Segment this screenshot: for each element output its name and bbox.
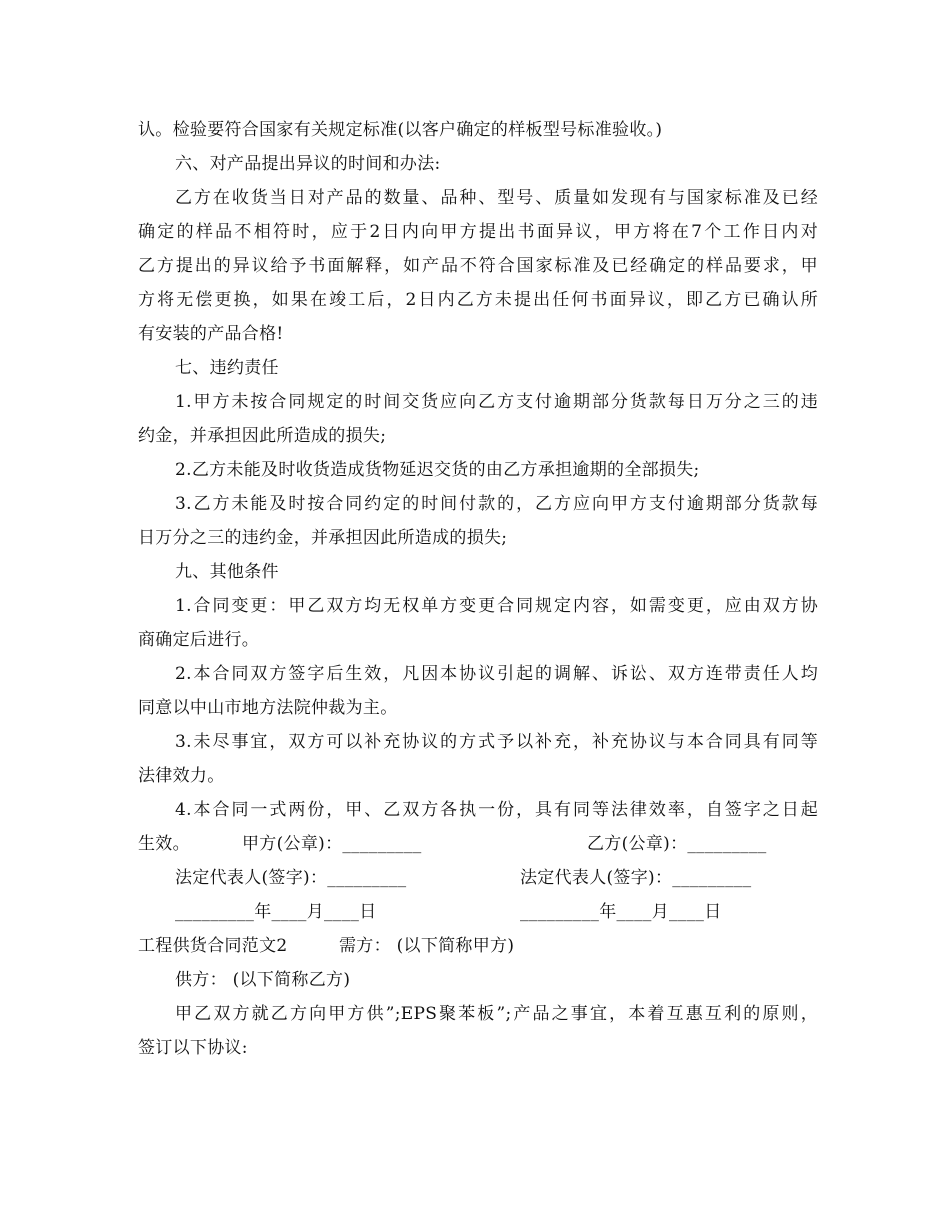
party-b-date: _________年____月____日 — [520, 902, 722, 922]
paragraph-line: 约金，并承担因此所造成的损失; — [138, 426, 387, 446]
paragraph-line: 3.未尽事宜，双方可以补充协议的方式予以补充，补充协议与本合同具有同等 — [175, 732, 818, 752]
section-heading: 七、违约责任 — [175, 358, 279, 378]
party-a-date: _________年____月____日 — [175, 902, 377, 922]
paragraph-line: 1.甲方未按合同规定的时间交货应向乙方支付逾期部分货款每日万分之三的违 — [175, 392, 818, 412]
effective-text: 生效。 — [138, 834, 190, 854]
supplier-line: 供方： (以下简称乙方) — [175, 970, 351, 990]
paragraph-line: 认。检验要符合国家有关规定标准(以客户确定的样板型号标准验收。) — [138, 120, 663, 140]
paragraph-line: 4.本合同一式两份，甲、乙双方各执一份，具有同等法律效率，自签字之日起 — [175, 800, 818, 820]
party-b-representative: 法定代表人(签字)：_________ — [520, 868, 752, 888]
paragraph-line: 2.乙方未能及时收货造成货物延迟交货的由乙方承担逾期的全部损失; — [175, 460, 700, 480]
paragraph-line: 确定的样品不相符时，应于2日内向甲方提出书面异议，甲方将在7个工作日内对 — [138, 222, 818, 242]
paragraph-line: 商确定后进行。 — [138, 630, 260, 650]
section-heading: 六、对产品提出异议的时间和办法: — [175, 154, 441, 174]
paragraph-line: 乙方在收货当日对产品的数量、品种、型号、质量如发现有与国家标准及已经 — [175, 188, 818, 208]
contract-title: 工程供货合同范文2 — [138, 936, 288, 956]
paragraph-line: 乙方提出的异议给予书面解释，如产品不符合国家标准及已经确定的样品要求，甲 — [138, 256, 818, 276]
party-a-seal: 甲方(公章)：_________ — [242, 834, 422, 854]
party-a-representative: 法定代表人(签字)：_________ — [175, 868, 407, 888]
paragraph-line: 2.本合同双方签字后生效，凡因本协议引起的调解、诉讼、双方连带责任人均 — [175, 664, 818, 684]
paragraph-line: 3.乙方未能及时按合同约定的时间付款的，乙方应向甲方支付逾期部分货款每 — [175, 494, 818, 514]
intro-line: 签订以下协议: — [138, 1038, 248, 1058]
paragraph-line: 同意以中山市地方法院仲裁为主。 — [138, 698, 398, 718]
buyer-line: 需方： (以下简称甲方) — [339, 936, 515, 956]
intro-line: 甲乙双方就乙方向甲方供”;EPS聚苯板”;产品之事宜，本着互惠互利的原则， — [175, 1004, 818, 1024]
paragraph-line: 日万分之三的违约金，并承担因此所造成的损失; — [138, 528, 508, 548]
section-heading: 九、其他条件 — [175, 562, 279, 582]
paragraph-line: 法律效力。 — [138, 766, 225, 786]
paragraph-line: 有安装的产品合格! — [138, 324, 284, 344]
paragraph-line: 方将无偿更换，如果在竣工后，2日内乙方未提出任何书面异议，即乙方已确认所 — [138, 290, 818, 310]
party-b-seal: 乙方(公章)：_________ — [587, 834, 767, 854]
paragraph-line: 1.合同变更：甲乙双方均无权单方变更合同规定内容，如需变更，应由双方协 — [175, 596, 818, 616]
